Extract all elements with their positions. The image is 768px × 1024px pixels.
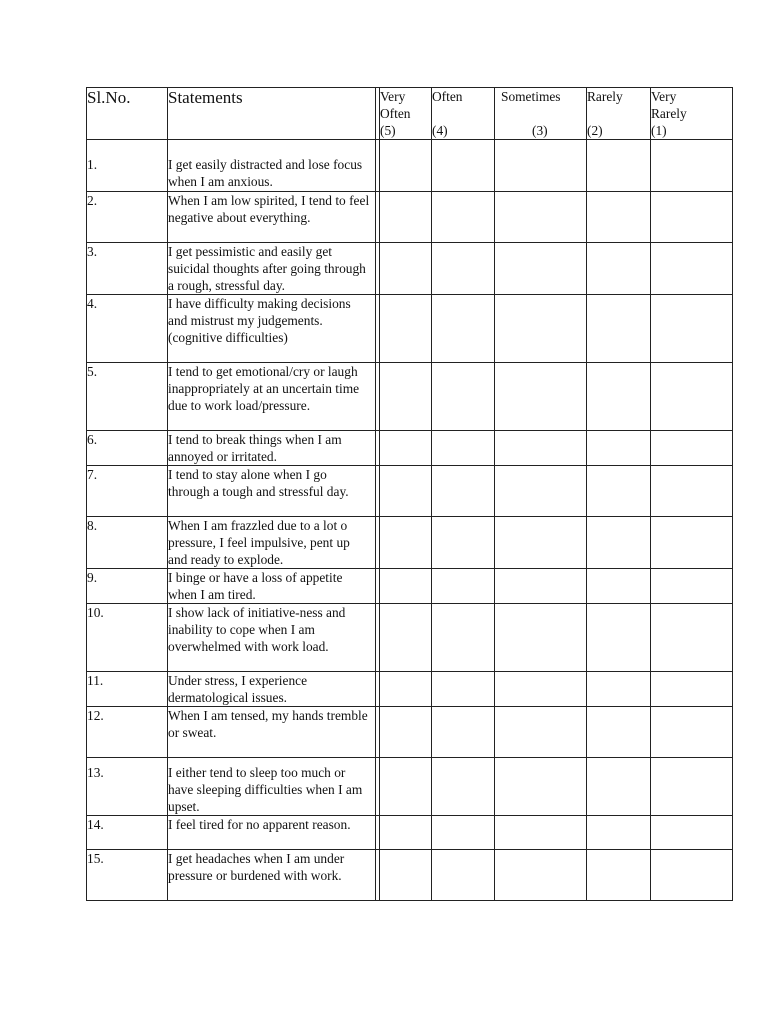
response-cell-very-rarely[interactable] (651, 363, 733, 431)
response-cell-rarely[interactable] (587, 243, 651, 295)
response-cell-rarely[interactable] (587, 707, 651, 758)
table-row (87, 604, 733, 672)
row-number: 7. (87, 466, 168, 517)
response-cell-sometimes[interactable] (495, 192, 587, 243)
statement-text: When I am low spirited, I tend to feel negative about everything. (168, 192, 376, 243)
row-number: 1. (87, 140, 168, 192)
row-number: 8. (87, 517, 168, 569)
table-row (87, 707, 733, 758)
response-cell-rarely[interactable] (587, 604, 651, 672)
response-cell-very-often[interactable] (380, 295, 432, 363)
response-cell-very-rarely[interactable] (651, 604, 733, 672)
response-cell-sometimes[interactable] (495, 295, 587, 363)
response-cell-very-rarely[interactable] (651, 466, 733, 517)
response-cell-sometimes[interactable] (495, 672, 587, 707)
table-row (87, 192, 733, 243)
response-cell-sometimes[interactable] (495, 466, 587, 517)
response-cell-very-rarely[interactable] (651, 569, 733, 604)
table-row (87, 672, 733, 707)
response-cell-very-often[interactable] (380, 192, 432, 243)
response-cell-very-rarely[interactable] (651, 850, 733, 901)
response-cell-often[interactable] (432, 672, 495, 707)
response-cell-often[interactable] (432, 569, 495, 604)
table-row (87, 295, 733, 363)
row-number: 3. (87, 243, 168, 295)
response-cell-sometimes[interactable] (495, 816, 587, 850)
response-cell-very-often[interactable] (380, 707, 432, 758)
response-cell-very-often[interactable] (380, 466, 432, 517)
row-number: 6. (87, 431, 168, 466)
response-cell-sometimes[interactable] (495, 850, 587, 901)
response-cell-very-often[interactable] (380, 431, 432, 466)
response-cell-often[interactable] (432, 140, 495, 192)
header-sometimes-num: (3) (532, 123, 548, 138)
table-row (87, 569, 733, 604)
response-cell-very-often[interactable] (380, 604, 432, 672)
response-cell-very-rarely[interactable] (651, 140, 733, 192)
row-number: 13. (87, 758, 168, 816)
response-cell-rarely[interactable] (587, 363, 651, 431)
header-very-often-label2: Often (380, 106, 411, 121)
header-sometimes (495, 88, 587, 140)
row-number: 2. (87, 192, 168, 243)
table-row (87, 363, 733, 431)
table-row (87, 431, 733, 466)
response-cell-very-rarely[interactable] (651, 672, 733, 707)
table-row (87, 140, 733, 192)
response-cell-sometimes[interactable] (495, 707, 587, 758)
header-often (432, 88, 495, 140)
response-cell-often[interactable] (432, 758, 495, 816)
response-cell-rarely[interactable] (587, 192, 651, 243)
statement-text: I tend to break things when I am annoyed or irritated. (168, 431, 376, 466)
statement-text: I get headaches when I am under pressure or burdened with work. (168, 850, 376, 901)
row-number: 15. (87, 850, 168, 901)
row-number: 5. (87, 363, 168, 431)
header-often-label: Often (432, 89, 463, 104)
response-cell-rarely[interactable] (587, 672, 651, 707)
response-cell-often[interactable] (432, 517, 495, 569)
header-sometimes-label: Sometimes (501, 89, 561, 104)
response-cell-very-rarely[interactable] (651, 758, 733, 816)
response-cell-often[interactable] (432, 466, 495, 517)
header-very-often (380, 88, 432, 140)
header-very-rarely (651, 88, 733, 140)
statement-text: I tend to stay alone when I go through a tough and stressful day. (168, 466, 376, 517)
response-cell-very-often[interactable] (380, 243, 432, 295)
table-row (87, 758, 733, 816)
header-very-rarely-num: (1) (651, 123, 667, 138)
row-number: 12. (87, 707, 168, 758)
header-very-often-num: (5) (380, 123, 396, 138)
response-cell-rarely[interactable] (587, 758, 651, 816)
response-cell-rarely[interactable] (587, 140, 651, 192)
response-cell-very-rarely[interactable] (651, 707, 733, 758)
response-cell-rarely[interactable] (587, 569, 651, 604)
response-cell-sometimes[interactable] (495, 140, 587, 192)
response-cell-sometimes[interactable] (495, 604, 587, 672)
table-row (87, 850, 733, 901)
row-number: 14. (87, 816, 168, 850)
response-cell-very-often[interactable] (380, 758, 432, 816)
table-row (87, 816, 733, 850)
response-cell-often[interactable] (432, 816, 495, 850)
response-cell-sometimes[interactable] (495, 758, 587, 816)
row-number: 10. (87, 604, 168, 672)
header-rarely (587, 88, 651, 140)
statement-text: I have difficulty making decisions and mistrust my judgements. (cognitive difficulties) (168, 295, 376, 363)
response-cell-rarely[interactable] (587, 431, 651, 466)
response-cell-sometimes[interactable] (495, 517, 587, 569)
statement-text: I get pessimistic and easily get suicidal thoughts after going through a rough, stressful day. (168, 243, 376, 295)
response-cell-very-rarely[interactable] (651, 192, 733, 243)
response-cell-rarely[interactable] (587, 850, 651, 901)
response-cell-very-rarely[interactable] (651, 431, 733, 466)
header-rarely-label: Rarely (587, 89, 623, 104)
response-cell-rarely[interactable] (587, 816, 651, 850)
response-cell-very-rarely[interactable] (651, 243, 733, 295)
response-cell-sometimes[interactable] (495, 243, 587, 295)
response-cell-very-often[interactable] (380, 850, 432, 901)
response-cell-very-often[interactable] (380, 140, 432, 192)
response-cell-often[interactable] (432, 192, 495, 243)
response-cell-very-often[interactable] (380, 363, 432, 431)
response-cell-often[interactable] (432, 431, 495, 466)
header-statements: Statements (168, 88, 376, 140)
response-cell-often[interactable] (432, 604, 495, 672)
statement-text: I tend to get emotional/cry or laugh inappropriately at an uncertain time due to work load/pressure. (168, 363, 376, 431)
table-row (87, 243, 733, 295)
row-number: 9. (87, 569, 168, 604)
statement-text: I show lack of initiative-ness and inability to cope when I am overwhelmed with work load. (168, 604, 376, 672)
table-row (87, 517, 733, 569)
response-cell-rarely[interactable] (587, 295, 651, 363)
response-cell-very-rarely[interactable] (651, 816, 733, 850)
response-cell-very-often[interactable] (380, 569, 432, 604)
header-very-often-label1: Very (380, 89, 406, 104)
response-cell-often[interactable] (432, 850, 495, 901)
survey-body (87, 140, 733, 901)
response-cell-rarely[interactable] (587, 517, 651, 569)
response-cell-very-often[interactable] (380, 517, 432, 569)
response-cell-often[interactable] (432, 243, 495, 295)
response-cell-often[interactable] (432, 707, 495, 758)
response-cell-very-often[interactable] (380, 672, 432, 707)
response-cell-rarely[interactable] (587, 466, 651, 517)
statement-text: I either tend to sleep too much or have sleeping difficulties when I am upset. (168, 758, 376, 816)
header-rarely-num: (2) (587, 123, 603, 138)
row-number: 4. (87, 295, 168, 363)
response-cell-very-rarely[interactable] (651, 517, 733, 569)
statement-text: I feel tired for no apparent reason. (168, 816, 376, 850)
response-cell-sometimes[interactable] (495, 569, 587, 604)
table-row (87, 466, 733, 517)
response-cell-sometimes[interactable] (495, 431, 587, 466)
header-very-rarely-label2: Rarely (651, 106, 687, 121)
response-cell-often[interactable] (432, 295, 495, 363)
statement-text: Under stress, I experience dermatological issues. (168, 672, 376, 707)
statement-text: I get easily distracted and lose focus when I am anxious. (168, 140, 376, 192)
statement-text: I binge or have a loss of appetite when I am tired. (168, 569, 376, 604)
response-cell-often[interactable] (432, 363, 495, 431)
header-sl-no: Sl.No. (87, 88, 168, 140)
statement-text: When I am tensed, my hands tremble or sweat. (168, 707, 376, 758)
response-cell-sometimes[interactable] (495, 363, 587, 431)
response-cell-very-often[interactable] (380, 816, 432, 850)
response-cell-very-rarely[interactable] (651, 295, 733, 363)
row-number: 11. (87, 672, 168, 707)
stress-survey-table (86, 87, 733, 901)
statement-text: When I am frazzled due to a lot o pressure, I feel impulsive, pent up and ready to explode. (168, 517, 376, 569)
header-very-rarely-label1: Very (651, 89, 677, 104)
header-often-num: (4) (432, 123, 448, 138)
header-row (87, 88, 733, 140)
